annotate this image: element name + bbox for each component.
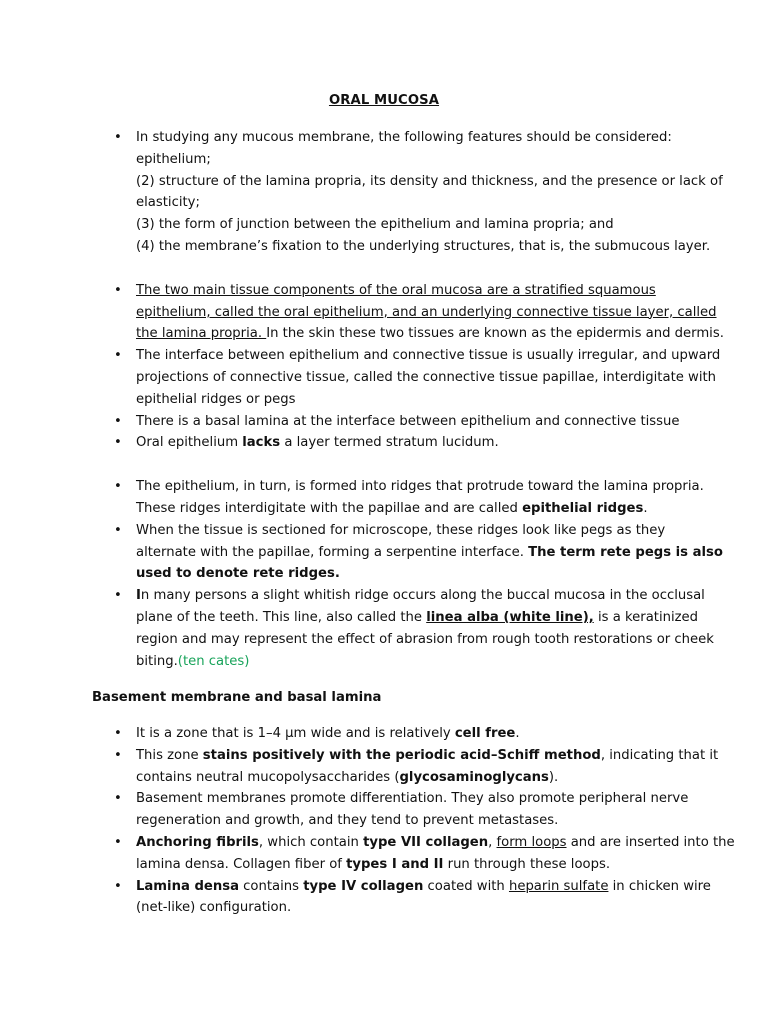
list-item: • The interface between epithelium and connective tissue is usually irregular, and upward projections of connective tissue, called the connective tissue papillae, interdigitate with epithelial ridges or pegs bbox=[0, 345, 768, 410]
bullet-icon: • bbox=[114, 791, 122, 807]
list-item: • In many persons a slight whitish ridge occurs along the buccal mucosa in the occlusal plane of the teeth. This line, also called the linea alba (white line), is a keratinized region and may represent the effect of abrasion from rough tooth restorations or cheek biting.(ten cates) bbox=[0, 585, 768, 672]
list-item: • In studying any mucous membrane, the following features should be considered: epithelium; (2) structure of the lamina propria, its density and thickness, and the presence or lack of elasticity; (3) the form of junction between the epithelium and lamina propria; and (4) the membrane’s fixation to the underlying structures, that is, the submucous layer. bbox=[0, 127, 768, 258]
list-item: • When the tissue is sectioned for microscope, these ridges look like pegs as they alternate with the papillae, forming a serpentine interface. The term rete pegs is also used to denote rete ridges. bbox=[0, 520, 768, 585]
bullet-icon: • bbox=[114, 130, 122, 145]
bullet-icon: • bbox=[114, 282, 122, 298]
bullet-icon: • bbox=[114, 435, 122, 451]
bullet-icon: • bbox=[114, 834, 122, 850]
list-item: • It is a zone that is 1–4 μm wide and is relatively cell free. bbox=[0, 723, 768, 745]
bullet-icon: • bbox=[114, 413, 122, 429]
list-item: • There is a basal lamina at the interface between epithelium and connective tissue bbox=[0, 411, 768, 433]
blank-line bbox=[0, 454, 768, 476]
bullet-list-oral-mucosa bbox=[0, 127, 768, 672]
bullet-icon: • bbox=[114, 878, 122, 894]
list-item: • This zone stains positively with the periodic acid–Schiff method, indicating that it contains neutral mucopolysaccharides (glycosaminoglycans). bbox=[0, 745, 768, 789]
bullet-list-basement-membrane bbox=[0, 723, 768, 919]
bullet-icon: • bbox=[114, 726, 122, 741]
blank-line bbox=[0, 258, 768, 280]
section-heading: Basement membrane and basal lamina bbox=[92, 690, 382, 705]
list-item: • Oral epithelium lacks a layer termed stratum lucidum. bbox=[0, 432, 768, 454]
bullet-icon: • bbox=[114, 479, 122, 495]
citation: (ten cates) bbox=[177, 653, 250, 669]
list-item: • Anchoring fibrils, which contain type VII collagen, form loops and are inserted into the lamina densa. Collagen fiber of types I and II run through these loops. bbox=[0, 832, 768, 876]
bullet-icon: • bbox=[114, 348, 122, 364]
list-item: • Basement membranes promote differentiation. They also promote peripheral nerve regeneration and growth, and they tend to prevent metastases. bbox=[0, 788, 768, 832]
bullet-icon: • bbox=[114, 588, 122, 604]
list-item: • The epithelium, in turn, is formed into ridges that protrude toward the lamina propria. These ridges interdigitate with the papillae and are called epithelial ridges. bbox=[0, 476, 768, 520]
bullet-icon: • bbox=[114, 522, 122, 538]
list-item: • Lamina densa contains type IV collagen coated with heparin sulfate in chicken wire (net-like) configuration. bbox=[0, 876, 768, 920]
list-item: • The two main tissue components of the oral mucosa are a stratified squamous epithelium, called the oral epithelium, and an underlying connective tissue layer, called the lamina propria. In the skin these two tissues are known as the epidermis and dermis. bbox=[0, 280, 768, 345]
bullet-icon: • bbox=[114, 747, 122, 763]
page-title: ORAL MUCOSA bbox=[328, 93, 440, 108]
